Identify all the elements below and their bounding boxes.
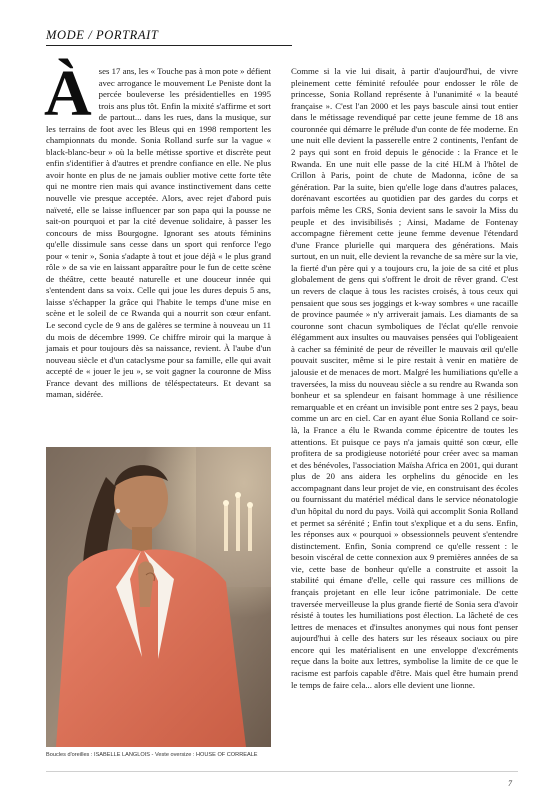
drop-cap: À bbox=[44, 57, 92, 130]
left-paragraph bbox=[44, 57, 271, 401]
page-number: 7 bbox=[508, 779, 512, 788]
article-left-column bbox=[44, 57, 271, 401]
portrait-photo bbox=[46, 447, 271, 747]
right-column-text: Comme si la vie lui disait, à partir d'aujourd'hui, de vivre pleinement cette féminité refoulée pour endosser le rôle de princesse, Sonia Rolland représente à l'unanimité « la beauté française ». C'est l'an 2000 et les pays bascule ainsi tout entier dans le métissage revendiqué par cette jeune femme de 18 ans couronnée qui démarre le prélude d'un conte de fée moderne. En une nuit elle devient la passerelle entre 2 continents, l'enfant de 2 pays qui sont en froid depuis le génocide : la France et le Rwanda. En une nuit elle passe de la cité HLM à l'hôtel de Crillon à Paris, point de chute de Madonna, icône de sa génération. Par la suite, bien qu'elle loge dans d'autres palaces, dorénavant escortées au quotidien par des gardes du corps et parfois même les CRS, Sonia devient sans le savoir la Miss du peuple et des invisibilisés ; Ainsi, Madame de Fontenay accompagne fièrement cette jeune femme devenue l'étendard d'une France plurielle qui marquera des générations. Mais surtout, en un nuit, elle devient la revanche de sa mère sur la vie, la fierté d'un père qui y a toujours cru, la joie de sa cité et plus globalement de gens qui s'offrent le droit de rêver grand. C'est un revers de claque à tous les racistes croisés, à tous ceux qui pensaient que sous ses joggings et k-way sombres « une racaille de province paumée » n'y arriverait jamais. Les diamants de sa couronne sont chacun symboliques de l'éclat qu'elle renvoie élégamment aux insultes ou mauvaises pensées qui l'obligeaient à cacher sa féminité de peur de réveiller le mauvais œil qu'elle pouvait susciter, même si le pire restait à venir en matière de jalousie et de menaces de mort. Malgré les humiliations qu'elle a traversées, la miss du nouveau siècle a su rendre au Rwanda son bonheur et sa splendeur en faisant hommage à une résilience remarquable et en créant un invisible pont entre ses 2 pays, beau comme un arc en ciel. Car en ayant élue Sonia Rolland ce soir-là, la France a élu le Rwanda comme épicentre de toutes les attentions. Et puisque ce pays n'a jamais quitté son cœur, elle profitera de sa prodigieuse notoriété pour créer avec sa maman et des bénévoles, l'association Maïsha Africa en 2001, qui durant plus de 20 ans aidera les orphelins du génocide en les accompagnant dans leur projet de vie, en construisant des écoles ou fournissant du matériel médical dans le service néonatologie d'un hôpital du nord du pays. Voilà qui accomplit Sonia Rolland et permet sa sérénité ; Enfin tout s'explique et a du sens. Enfin, les réponses aux « pourquoi » obsessionnels peuvent s'entendre distinctement. Enfin, Sonia comprend ce qu'elle ressent : le besoin viscéral de cette connexion aux 9 premières années de sa vie, cette base de bonheur qu'elle a construite et assoit la stabilité qui émane d'elle, celle qui rassure ces millions de français projetant en elle leur icône patrimoniale. De cette traversée merveilleuse la plus grande fierté de Sonia sera d'avoir résisté à toutes les humiliations post élection. La lâcheté de ces lettres de menaces et d'insultes anonymes qui nous font penser aujourd'hui à celle des haters sur les réseaux sociaux ou pire encore qui les matérialisent en une enveloppe d'excréments reçue dans la boite aux lettres, symbolise la limite de ce que le racisme est parfois capable d'être. Mais quel être humain prend le temps de faire cela... alors elle devient une lionne. bbox=[291, 66, 518, 690]
portrait-illustration bbox=[46, 447, 271, 747]
article-right-column bbox=[291, 66, 518, 691]
footer-rule bbox=[46, 771, 518, 772]
section-label: MODE / PORTRAIT bbox=[46, 28, 159, 42]
photo-caption: Boucles d'oreilles : ISABELLE LANGLOIS - Veste oversize : HOUSE OF CORREALE bbox=[46, 752, 258, 758]
header-rule bbox=[46, 45, 292, 46]
left-column-text: ses 17 ans, les « Touche pas à mon pote » défient avec arrogance le mouvement Le Peniste dont la percée bouleverse les présidentielles en 1995 trois ans plus tôt. Enfin la mixité s'affirme et sort de partout... dans les rues, dans la musique, sur les terrains de foot avec les Bleus qui en 1998 remportent les championnats du monde. Sonia Rolland surfe sur la vague « black-blanc-beur » où la belle métisse sportive et discrète peut enfin s'identifier à d'autres et prendre confiance en elle. Ne plus avoir honte en plus de ne jamais oublier motive cette forte tête qui ne montre rien mais qui avance instinctivement dans cette nouvelle vie presque acceptée. Alors, avec rejet d'abord puis naïveté, elle se laisse influencer par son papa qui la pousse ne sait-on pourquoi et par la cité devenue solidaire, à passer les concours de miss Bourgogne. Ignorant ses atouts féminins qu'elle dissimule sans cesse dans un sport qui renforce l'ego pour « tenir », Sonia s'adapte à tout et joue déjà « le plus grand rôle » de sa vie en laissant apparaître pour le fun de cette scène de théâtre, cette beauté naturelle et une douceur innée qui s'entendent dans sa voix. Celle qui joue les dures depuis 5 ans, laisse s'échapper la grâce qui l'habite le temps d'une mise en scène et le soleil de ce Rwanda qui a nourrit son cœur enfant. Le second cycle de 9 ans de galères se termine à nouveau un 11 du mois de décembre 1999. Ce chiffre miroir qui la marque à jamais et pour toujours dès sa naissance, revient. À l'aube d'un nouveau siècle et d'un cataclysme pour sa famille, elle qui avait accepté de « jouer le jeu », se voit gagner la couronne de Miss France devant des millions de téléspectateurs. Et devant sa maman, sidérée. bbox=[46, 66, 271, 400]
